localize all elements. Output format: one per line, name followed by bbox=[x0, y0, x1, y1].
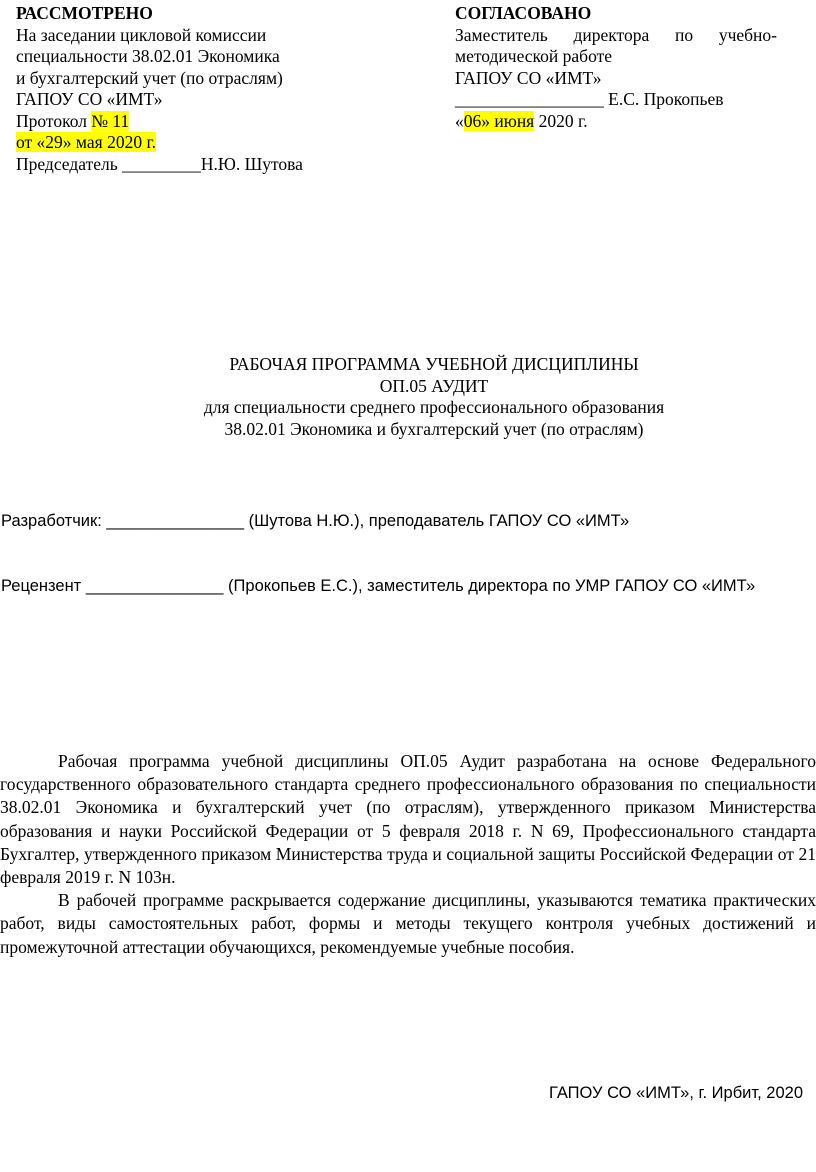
footer-place-year: ГАПОУ СО «ИМТ», г. Ирбит, 2020 bbox=[549, 1084, 803, 1102]
program-title-block bbox=[0, 354, 816, 440]
date-open-quote: « bbox=[455, 110, 464, 131]
date-year: 2020 г. bbox=[534, 110, 588, 131]
left-line-1: На заседании цикловой комиссии bbox=[16, 24, 267, 45]
right-heading: СОГЛАСОВАНО bbox=[455, 3, 592, 23]
director-signature-line: _________________ Е.С. Прокопьев bbox=[455, 89, 724, 109]
title-line-2: ОП.05 АУДИТ bbox=[379, 375, 489, 396]
right-approval-block bbox=[455, 3, 785, 132]
paragraph-2: В рабочей программе раскрывается содержание дисциплины, указываются тематика практических работ, виды самостоятельных работ, формы и методы текущего контроля учебных достижений и промежуточной аттестации обучающихся, рекомендуемые учебные пособия. bbox=[0, 890, 816, 957]
left-line-4: ГАПОУ СО «ИМТ» bbox=[16, 89, 163, 109]
left-approval-block bbox=[16, 3, 416, 175]
protocol-date: от «29» мая 2020 г. bbox=[16, 132, 157, 152]
developer-line: Разработчик: _______________ (Шутова Н.Ю.), преподаватель ГАПОУ СО «ИМТ» bbox=[1, 512, 630, 530]
protocol-line bbox=[16, 111, 416, 133]
left-heading: РАССМОТРЕНО bbox=[16, 3, 153, 23]
right-line-2: методической работе bbox=[455, 46, 613, 66]
title-line-4: 38.02.01 Экономика и бухгалтерский учет (по отраслям) bbox=[224, 418, 644, 439]
paragraph-1: Рабочая программа учебной дисциплины ОП.05 Аудит разработана на основе Федерального государственного образовательного стандарта среднего профессионального образования по специальности 38.02.01 Экономика и бухгалтерский учет (по отраслям), утвержденного приказом Министерства образования и науки Российской Федерации от 5 февраля 2018 г. N 69, Профессионального стандарта Бухгалтер, утвержденного приказом Министерства труда и социальной защиты Российской Федерации от 21 февраля 2019 г. N 103н. bbox=[0, 751, 816, 888]
right-line-3: ГАПОУ СО «ИМТ» bbox=[455, 67, 602, 88]
chair-signature-line: Председатель _________Н.Ю. Шутова bbox=[16, 153, 303, 174]
approval-date-line bbox=[455, 111, 785, 133]
protocol-date-line bbox=[16, 132, 416, 154]
description-text bbox=[0, 750, 816, 959]
left-line-3: и бухгалтерский учет (по отраслям) bbox=[16, 67, 283, 88]
date-day-month: 06» июня bbox=[463, 110, 535, 131]
right-line-1: Заместитель директора по учебно- bbox=[455, 24, 777, 45]
protocol-label: Протокол bbox=[16, 110, 92, 131]
protocol-number: № 11 bbox=[91, 110, 130, 131]
title-line-3: для специальности среднего профессионального образования bbox=[203, 397, 665, 417]
reviewer-line: Рецензент _______________ (Прокопьев Е.С.), заместитель директора по УМР ГАПОУ СО «ИМТ» bbox=[1, 577, 756, 595]
title-line-1: РАБОЧАЯ ПРОГРАММА УЧЕБНОЙ ДИСЦИПЛИНЫ bbox=[229, 354, 639, 374]
left-line-2: специальности 38.02.01 Экономика bbox=[16, 46, 280, 66]
